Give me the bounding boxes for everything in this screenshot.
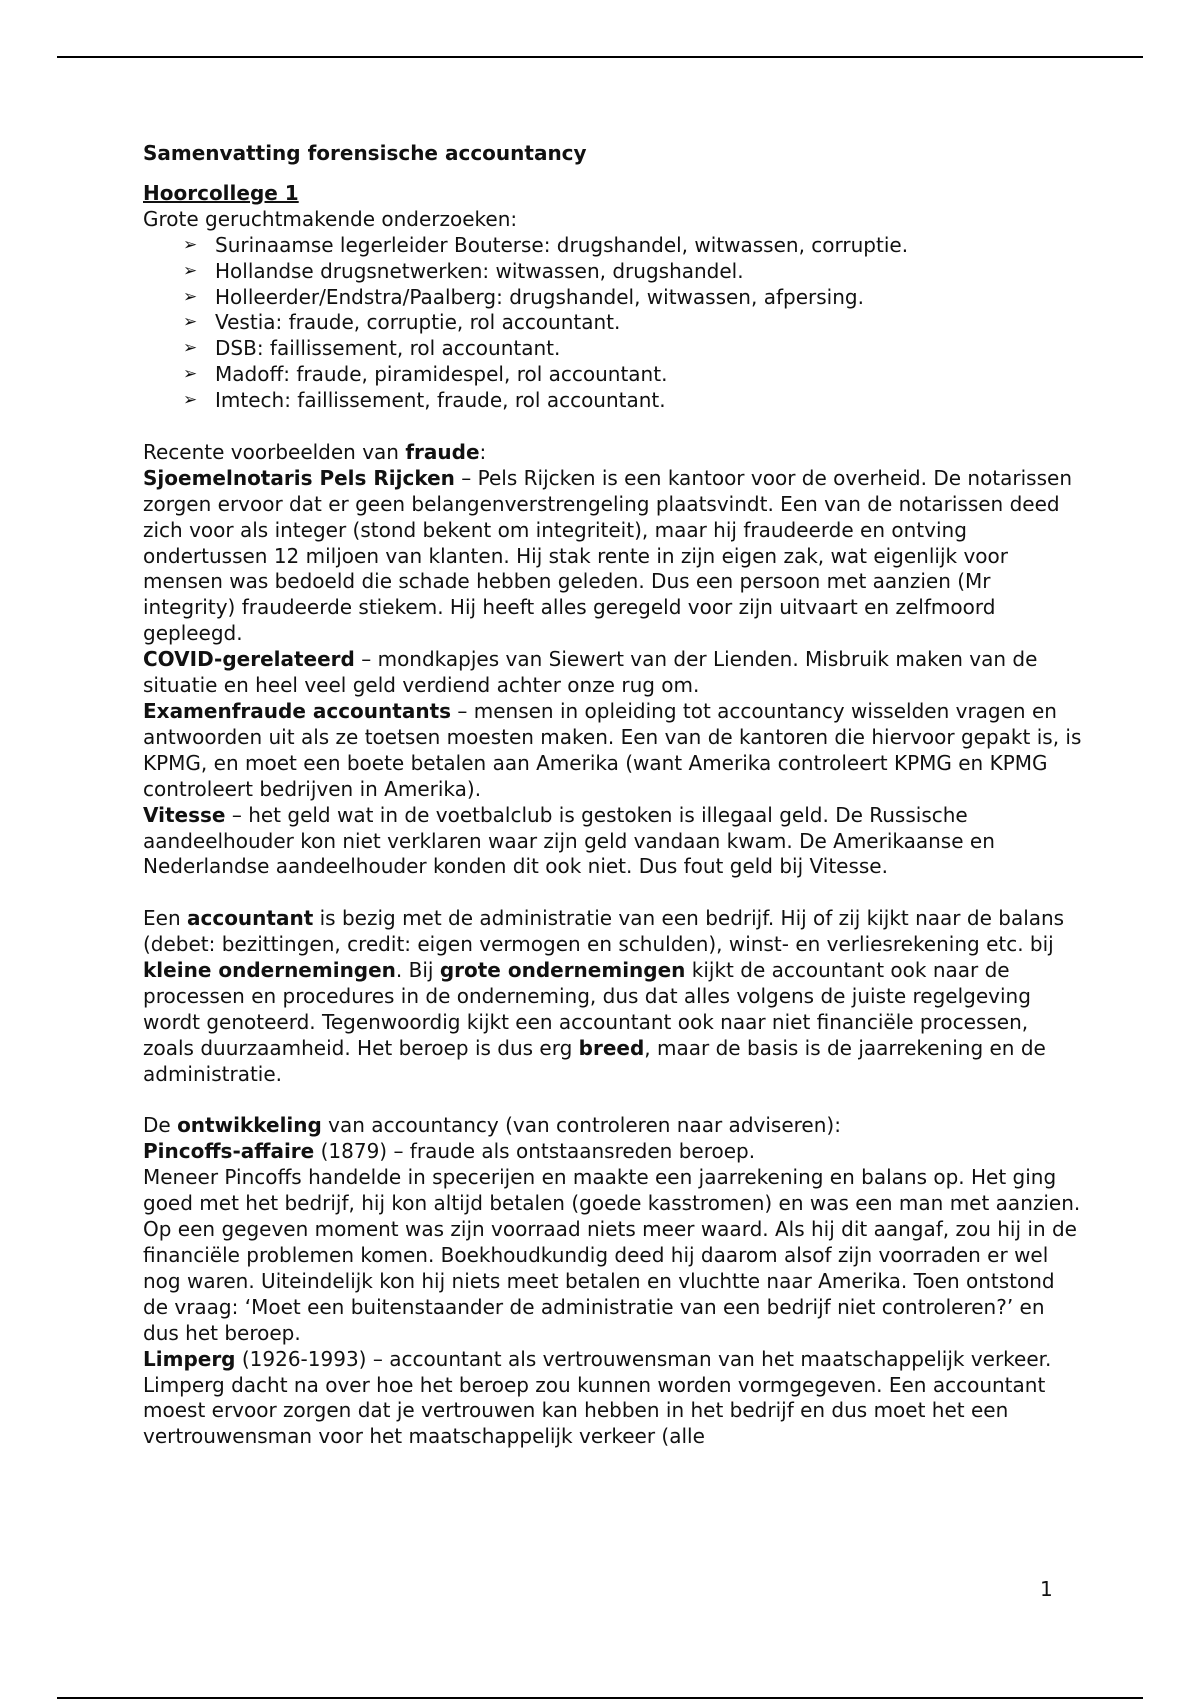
arrowhead-bullet-icon: ➢ bbox=[183, 312, 198, 333]
arrowhead-bullet-icon: ➢ bbox=[183, 260, 198, 281]
list-item bbox=[183, 259, 1083, 285]
case-text: – het geld wat in de voetbalclub is gestoken is illegaal geld. De Russische aandeelhouder kon niet verklaren waar zijn geld vandaan kwam. De Amerikaanse en Nederlandse aandeelhouder konden dit ook niet. Dus fout geld bij Vitesse. bbox=[143, 802, 995, 879]
case-text: – mensen in opleiding tot accountancy wisselden vragen en antwoorden uit als ze toetsen moesten maken. Een van de kantoren die hiervoor gepakt is, is KPMG, en moet een boete betalen aan Amerika (want Amerika controleert KPMG en KPMG controleert bedrijven in Amerika). bbox=[143, 699, 1082, 801]
paragraph-keyword: accountant bbox=[186, 906, 314, 931]
case-text: – mondkapjes van Siewert van der Lienden. Misbruik maken van de situatie en heel veel geld verdiend achter onze rug om. bbox=[143, 647, 1038, 698]
pincoffs-body: Meneer Pincoffs handelde in specerijen en maakte een jaarrekening en balans op. Het ging goed met het bedrijf, hij kon altijd betalen (goede kasstromen) en was een man met aanzien. Op een gegeven moment was zijn voorraad niets meer waard. Als hij dit aangaf, zou hij in de financiële problemen komen. Boekhoudkundig deed hij daarom alsof zijn voorraden er wel nog waren. Uiteindelijk kon hij niets meet betalen en vluchtte naar Amerika. Toen ontstond de vraag: ‘Moet een buitenstaander de administratie van een bedrijf niet controleren?’ en dus het beroep. bbox=[143, 1165, 1081, 1345]
list-item bbox=[183, 388, 1083, 414]
intro-text: Grote geruchtmakende onderzoeken: bbox=[143, 206, 518, 231]
arrowhead-bullet-icon: ➢ bbox=[183, 286, 198, 307]
list-item bbox=[183, 336, 1083, 362]
case-term: COVID-gerelateerd bbox=[143, 647, 355, 672]
pincoffs-heading bbox=[143, 1139, 1083, 1165]
paragraph-text: is bezig met de administratie van een bedrijf. Hij of zij kijkt naar de balans (debet: bezittingen, credit: eigen vermogen en schulden), winst- en verliesrekening etc. bij bbox=[143, 906, 1065, 957]
investigations-list bbox=[143, 233, 1083, 414]
case-paragraph bbox=[143, 647, 1083, 699]
list-item-text: Madoff: fraude, piramidespel, rol accountant. bbox=[215, 362, 668, 387]
case-term: Sjoemelnotaris Pels Rijcken bbox=[143, 465, 455, 490]
list-item-text: Imtech: faillissement, fraude, rol accountant. bbox=[215, 388, 666, 413]
paragraph-text: kijkt de accountant ook naar de processen en procedures in de onderneming, dus dat alles volgens de juiste regelgeving wordt genoteerd. Tegenwoordig kijkt een accountant ook naar niet financiële processen, zoals duurzaamheid. Het beroep is dus erg bbox=[143, 958, 1031, 1060]
section-heading: Hoorcollege 1 bbox=[143, 180, 299, 205]
list-item-text: Vestia: fraude, corruptie, rol accountant. bbox=[215, 310, 621, 335]
list-item-text: Holleerder/Endstra/Paalberg: drugshandel, witwassen, afpersing. bbox=[215, 284, 864, 309]
development-intro bbox=[143, 1113, 1083, 1139]
arrowhead-bullet-icon: ➢ bbox=[183, 338, 198, 359]
document-body bbox=[143, 141, 1083, 1450]
pincoffs-subtitle: (1879) – fraude als ontstaansreden beroep. bbox=[314, 1139, 756, 1164]
footer-rule bbox=[57, 1697, 1143, 1699]
fraud-intro bbox=[143, 440, 1083, 466]
development-text: van accountancy (van controleren naar adviseren): bbox=[321, 1113, 841, 1138]
list-item-text: DSB: faillissement, rol accountant. bbox=[215, 336, 561, 361]
pincoffs-term: Pincoffs-affaire bbox=[143, 1139, 315, 1164]
fraud-intro-text: Recente voorbeelden van bbox=[143, 439, 406, 464]
arrowhead-bullet-icon: ➢ bbox=[183, 390, 198, 411]
arrowhead-bullet-icon: ➢ bbox=[183, 364, 198, 385]
list-item bbox=[183, 362, 1083, 388]
case-paragraph bbox=[143, 699, 1083, 803]
fraud-intro-keyword: fraude bbox=[405, 439, 480, 464]
case-paragraph bbox=[143, 466, 1083, 647]
limperg-subtitle: (1926-1993) – accountant als vertrouwensman van het maatschappelijk verkeer. bbox=[235, 1346, 1052, 1371]
list-item bbox=[183, 233, 1083, 259]
paragraph-text: , maar de basis is de jaarrekening en de administratie. bbox=[143, 1035, 1046, 1086]
page-number: 1 bbox=[1040, 1577, 1053, 1601]
list-item-text: Surinaamse legerleider Bouterse: drugshandel, witwassen, corruptie. bbox=[215, 232, 909, 257]
case-paragraph bbox=[143, 803, 1083, 881]
document-title: Samenvatting forensische accountancy bbox=[143, 141, 587, 165]
paragraph-text: . Bij bbox=[395, 958, 440, 983]
paragraph-text: Een bbox=[143, 906, 187, 931]
paragraph-keyword: grote ondernemingen bbox=[439, 958, 686, 983]
accountant-paragraph bbox=[143, 906, 1083, 1087]
list-item bbox=[183, 285, 1083, 311]
development-text: De bbox=[143, 1113, 178, 1138]
fraud-intro-colon: : bbox=[479, 439, 487, 464]
case-text: – Pels Rijcken is een kantoor voor de overheid. De notarissen zorgen ervoor dat er geen belangenverstrengeling plaatsvindt. Een van de notarissen deed zich voor als integer (stond bekent om integriteit), maar hij fraudeerde en ontving ondertussen 12 miljoen van klanten. Hij stak rente in zijn eigen zak, wat eigenlijk voor mensen was bedoeld die schade hebben geleden. Dus een persoon met aanzien (Mr integrity) fraudeerde stiekem. Hij heeft alles geregeld voor zijn uitvaart en zelfmoord gepleegd. bbox=[143, 465, 1072, 646]
case-term: Vitesse bbox=[143, 802, 226, 827]
list-item-text: Hollandse drugsnetwerken: witwassen, drugshandel. bbox=[215, 258, 744, 283]
list-item bbox=[183, 310, 1083, 336]
limperg-heading bbox=[143, 1347, 1083, 1373]
arrowhead-bullet-icon: ➢ bbox=[183, 234, 198, 255]
header-rule bbox=[57, 56, 1143, 58]
case-term: Examenfraude accountants bbox=[143, 699, 452, 724]
development-keyword: ontwikkeling bbox=[177, 1113, 322, 1138]
limperg-term: Limperg bbox=[143, 1346, 236, 1371]
paragraph-keyword: breed bbox=[578, 1035, 645, 1060]
limperg-body: Limperg dacht na over hoe het beroep zou kunnen worden vormgegeven. Een accountant moest ervoor zorgen dat je vertrouwen kan hebben in het bedrijf en dus moet het een vertrouwensman voor het maatschappelijk verkeer (alle bbox=[143, 1372, 1046, 1449]
paragraph-keyword: kleine ondernemingen bbox=[143, 958, 396, 983]
